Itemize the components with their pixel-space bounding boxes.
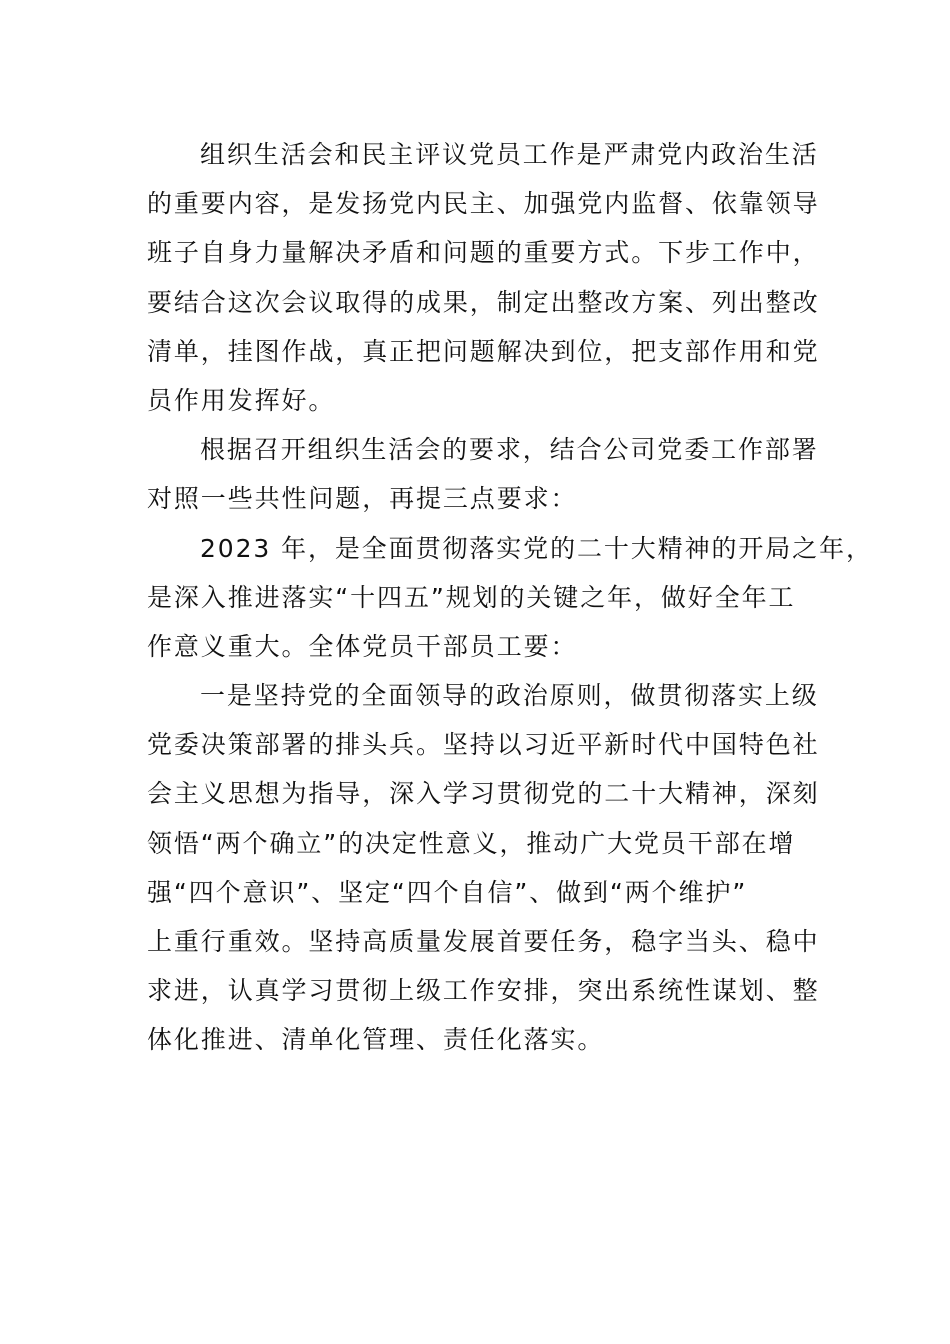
text-line: 党委决策部署的排头兵。坚持以习近平新时代中国特色社 (147, 730, 820, 760)
text-line: 的重要内容，是发扬党内民主、加强党内监督、依靠领导 (147, 189, 820, 219)
text-line: 根据召开组织生活会的要求，结合公司党委工作部署 (200, 435, 819, 465)
text-line: 上重行重效。坚持高质量发展首要任务，稳字当头、稳中 (147, 927, 820, 956)
text-line: 清单，挂图作战，真正把问题解决到位，把支部作用和党 (147, 336, 820, 366)
paragraph-2 (147, 425, 817, 523)
paragraph-1 (147, 130, 820, 425)
text-line: 领悟“两个确立”的决定性意义，推动广大党员干部在增 (147, 828, 796, 858)
text-line: 是深入推进落实“十四五”规划的关键之年，做好全年工 (147, 582, 796, 612)
text-line: 一是坚持党的全面领导的政治原则，做贯彻落实上级 (200, 681, 819, 711)
text-line: 会主义思想为指导，深入学习贯彻党的二十大精神，深刻 (147, 779, 820, 809)
text-line: 强“四个意识”、坚定“四个自信”、做到“两个维护” (147, 877, 748, 907)
text-line: 员作用发挥好。 (147, 385, 336, 415)
text-line: 班子自身力量解决矛盾和问题的重要方式。下步工作中， (147, 238, 820, 268)
paragraph-4 (147, 671, 820, 1065)
paragraph-3 (147, 524, 873, 672)
text-line: 对照一些共性问题，再提三点要求： (147, 484, 578, 514)
text-line: 组织生活会和民主评议党员工作是严肃党内政治生活 (200, 140, 819, 169)
text-line: 体化推进、清单化管理、责任化落实。 (147, 1025, 605, 1055)
text-line: 求进，认真学习贯彻上级工作安排，突出系统性谋划、整 (147, 976, 820, 1006)
text-line: 要结合这次会议取得的成果，制定出整改方案、列出整改 (147, 287, 820, 317)
text-line: 作意义重大。全体党员干部员工要： (147, 631, 578, 661)
text-line: 2023 年，是全面贯彻落实党的二十大精神的开局之年， (200, 533, 873, 563)
document-body (147, 130, 873, 1065)
